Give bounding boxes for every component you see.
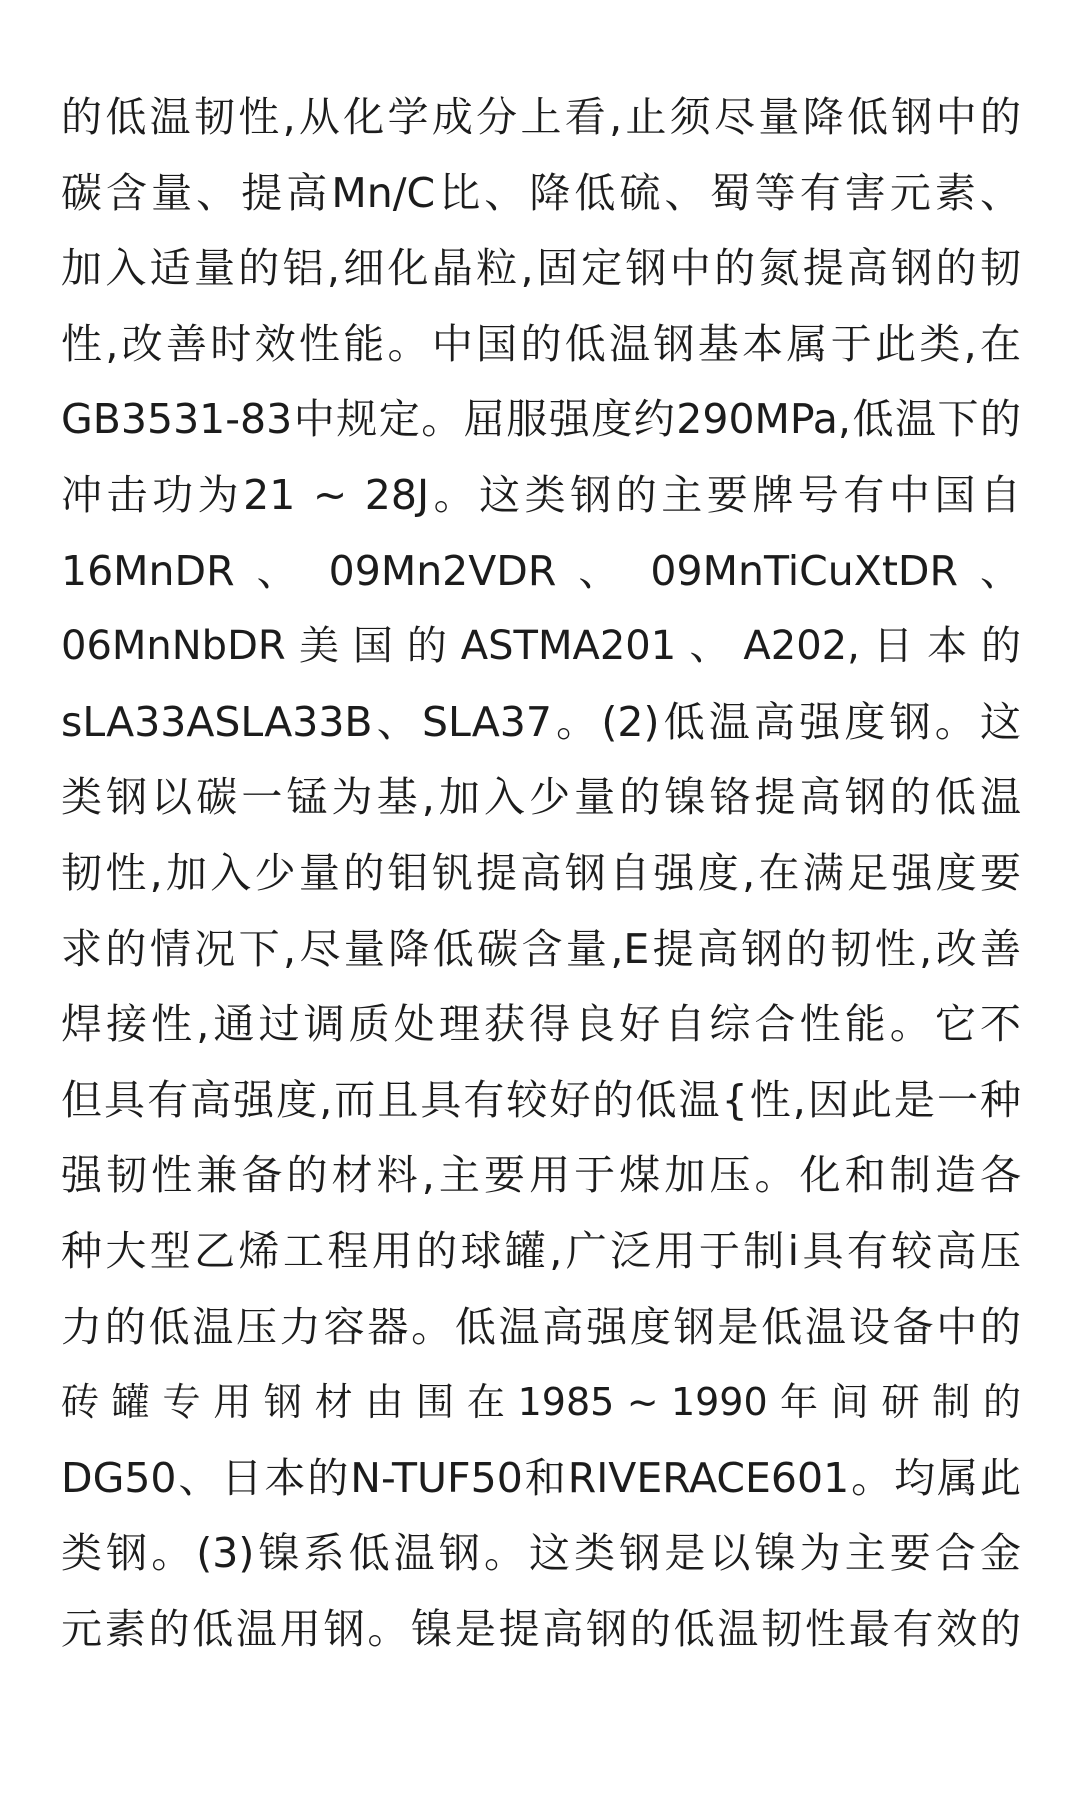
text-line: 强韧性兼备的材料,主要用于煤加压。化和制造各 bbox=[61, 1151, 1021, 1200]
text-line: DG50、日本的N-TUF50和RIVERACE601。均属此 bbox=[61, 1453, 1021, 1502]
text-line: 元素的低温用钢。镍是提高钢的低温韧性最有效的 bbox=[61, 1604, 1021, 1653]
text-line: 性,改善时效性能。中国的低温钢基本属于此类,在 bbox=[61, 319, 1021, 368]
text-line: 砖 罐 专 用 钢 材 由 围 在 1985 ~ 1990 年 间 研 制 的 bbox=[61, 1380, 1021, 1425]
text-line: 力的低温压力容器。低温高强度钢是低温设备中的 bbox=[61, 1302, 1021, 1351]
text-line: GB3531-83中规定。屈服强度约290MPa,低温下的 bbox=[61, 395, 1021, 444]
text-line: 类钢。(3)镍系低温钢。这类钢是以镍为主要合金 bbox=[61, 1529, 1021, 1578]
text-line: 种大型乙烯工程用的球罐,广泛用于制i具有较高压 bbox=[61, 1226, 1021, 1275]
text-line: sLA33ASLA33B、SLA37。(2)低温高强度钢。这 bbox=[61, 697, 1021, 746]
text-line: 06MnNbDR 美 国 的 ASTMA201 、 A202, 日 本 的 bbox=[61, 623, 1021, 670]
text-line: 16MnDR 、 09Mn2VDR 、 09MnTiCuXtDR 、 bbox=[61, 546, 1021, 595]
text-line: 焊接性,通过调质处理获得良好自综合性能。它不 bbox=[61, 1000, 1021, 1049]
body-text bbox=[61, 80, 1021, 1667]
text-line: 加入适量的铝,细化晶粒,固定钢中的氮提高钢的韧 bbox=[61, 244, 1021, 293]
text-line: 碳含量、提高Mn/C比、降低硫、蜀等有害元素、 bbox=[61, 168, 1021, 217]
text-line: 类钢以碳一锰为基,加入少量的镍铬提高钢的低温 bbox=[61, 773, 1021, 822]
text-line: 的低温韧性,从化学成分上看,止须尽量降低钢中的 bbox=[61, 93, 1021, 141]
text-line: 冲击功为21 ~ 28J。这类钢的主要牌号有中国自 bbox=[61, 470, 1021, 519]
text-line: 求的情况下,尽量降低碳含量,E提高钢的韧性,改善 bbox=[61, 924, 1021, 973]
text-line: 但具有高强度,而且具有较好的低温{性,因此是一种 bbox=[61, 1075, 1021, 1124]
text-line: 韧性,加入少量的钼钒提高钢自强度,在满足强度要 bbox=[61, 848, 1021, 897]
